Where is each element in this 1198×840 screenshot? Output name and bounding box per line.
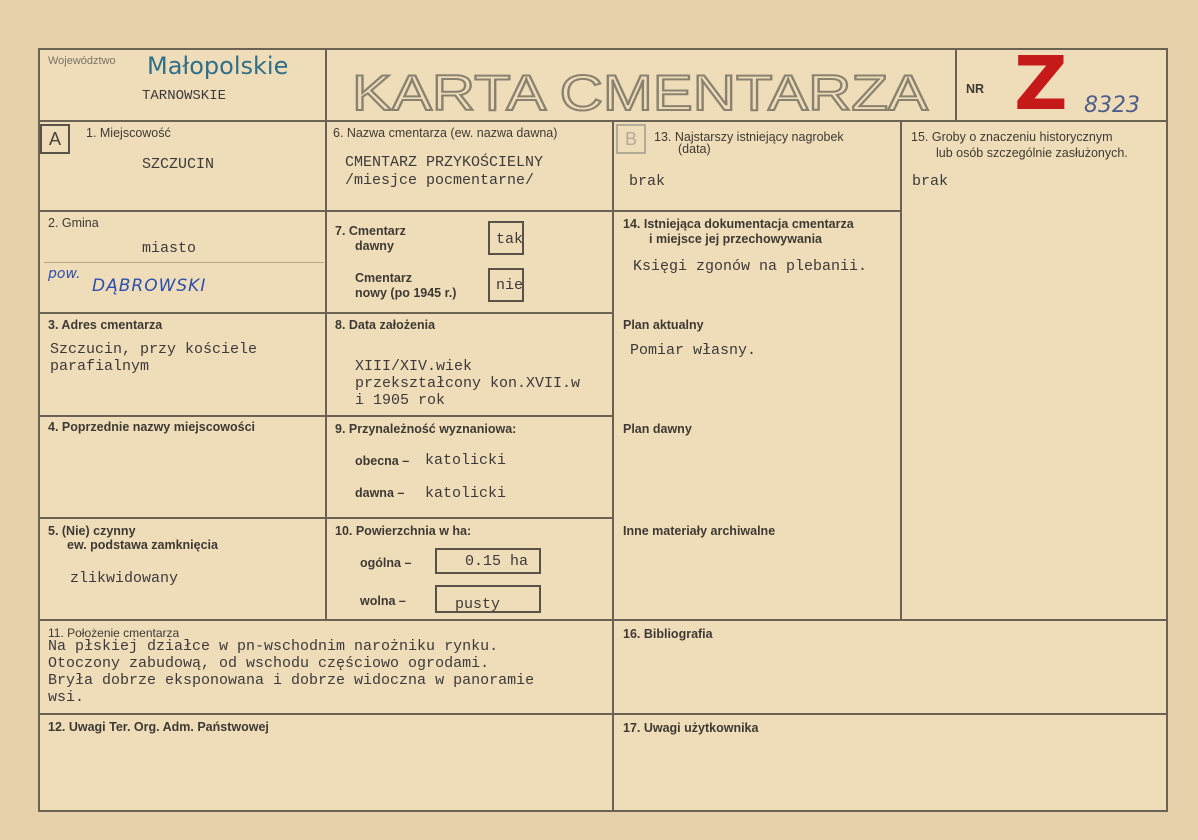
field-1-label: 1. Miejscowość	[86, 126, 171, 140]
archive-label: Inne materiały archiwalne	[623, 524, 776, 538]
field-1-value: SZCZUCIN	[142, 156, 215, 173]
district-value: DĄBROWSKI	[92, 276, 207, 296]
new-cemetery-value: nie	[496, 277, 524, 294]
row-line-3	[38, 415, 614, 417]
title-graphic	[350, 62, 940, 118]
field-11-line3: Bryła dobrze eksponowana i dobrze widoczna w panoramie	[48, 672, 535, 689]
plan-current-label: Plan aktualny	[623, 318, 704, 332]
field-8-value-line3: i 1905 rok	[355, 392, 446, 409]
voivodeship-label: Województwo	[48, 55, 116, 67]
field-8-value-line2: przekształcony kon.XVII.w	[355, 375, 581, 392]
field-10-label: 10. Powierzchnia w ha:	[335, 524, 472, 538]
field-8-value-line1: XIII/XIV.wiek	[355, 358, 473, 375]
area-free-value: pusty	[455, 596, 501, 613]
field-17-label: 17. Uwagi użytkownika	[623, 721, 759, 735]
header-col-line-2	[955, 48, 957, 122]
field-2-value: miasto	[142, 240, 197, 257]
nr-letter: Z	[1014, 41, 1068, 127]
field-3-value-line2: parafialnym	[50, 358, 150, 375]
col-line-2	[612, 120, 614, 812]
field-16-label: 16. Bibliografia	[623, 627, 713, 641]
old-cemetery-value: tak	[496, 231, 524, 248]
region-name: TARNOWSKIE	[142, 88, 227, 104]
field-7-new-sublabel: nowy (po 1945 r.)	[355, 286, 457, 300]
field-7-label: 7. Cmentarz	[335, 224, 406, 238]
nr-label: NR	[966, 82, 985, 96]
row-line-6	[38, 713, 1168, 715]
field-11-label: 11. Położenie cmentarza	[48, 626, 180, 640]
field-3-value-line1: Szczucin, przy kościele	[50, 341, 258, 358]
field-2-label: 2. Gmina	[48, 216, 99, 230]
field-6-label: 6. Nazwa cmentarza (ew. nazwa dawna)	[333, 126, 558, 140]
row-line-2	[38, 312, 614, 314]
field-13-value: brak	[629, 173, 666, 190]
voivodeship-stamp: Małopolskie	[147, 52, 289, 80]
nr-number: 8323	[1084, 93, 1140, 118]
denomination-current-value: katolicki	[425, 452, 507, 469]
field-13-sublabel: (data)	[678, 142, 711, 156]
field-8-label: 8. Data założenia	[335, 318, 436, 332]
row-line-5	[38, 619, 1168, 621]
field-15-sublabel: lub osób szczególnie zasłużonych.	[936, 146, 1128, 160]
denomination-current-label: obecna –	[355, 454, 410, 468]
field-6-value-line1: CMENTARZ PRZYKOŚCIELNY	[345, 154, 544, 171]
field-11-line4: wsi.	[48, 689, 85, 706]
plan-old-label: Plan dawny	[623, 422, 692, 436]
col-line-1	[325, 120, 327, 620]
field-12-label: 12. Uwagi Ter. Org. Adm. Państwowej	[48, 720, 269, 734]
area-total-label: ogólna –	[360, 556, 412, 570]
field-4-label: 4. Poprzednie nazwy miejscowości	[48, 420, 256, 434]
field-5-label: 5. (Nie) czynny	[48, 524, 136, 538]
plan-current-value: Pomiar własny.	[630, 342, 757, 359]
gmina-subline	[44, 262, 324, 263]
field-14-label: 14. Istniejąca dokumentacja cmentarza	[623, 217, 854, 231]
field-15-value: brak	[912, 173, 949, 190]
header-divider	[38, 120, 1168, 122]
field-7-sublabel: dawny	[355, 239, 394, 253]
field-14-sublabel: i miejsce jej przechowywania	[649, 232, 822, 246]
field-7-new-label: Cmentarz	[355, 271, 412, 285]
col-line-3	[900, 120, 902, 620]
field-5-sublabel: ew. podstawa zamknięcia	[67, 538, 218, 552]
denomination-former-value: katolicki	[425, 485, 507, 502]
field-14-value: Księgi zgonów na plebanii.	[633, 258, 868, 275]
field-15-label: 15. Groby o znaczeniu historycznym	[911, 130, 1113, 144]
district-prefix: pow.	[48, 266, 81, 282]
field-11-line1: Na płskiej działce w pn-wschodnim narożniku rynku.	[48, 638, 499, 655]
field-9-label: 9. Przynależność wyznaniowa:	[335, 422, 517, 436]
field-5-value: zlikwidowany	[70, 570, 179, 587]
area-free-label: wolna –	[360, 594, 406, 608]
field-13-label: 13. Najstarszy istniejący nagrobek	[654, 130, 844, 144]
row-line-4	[38, 517, 614, 519]
field-6-value-line2: /miesjce pocmentarne/	[345, 172, 535, 189]
section-a-marker: A	[40, 124, 70, 154]
field-11-line2: Otoczony zabudową, od wschodu częściowo ogrodami.	[48, 655, 490, 672]
page-title: KARTA CMENTARZA	[352, 65, 929, 118]
denomination-former-label: dawna –	[355, 486, 405, 500]
row-line-1	[38, 210, 902, 212]
header-col-line-1	[325, 48, 327, 122]
area-total-value: 0.15 ha	[465, 553, 529, 570]
field-3-label: 3. Adres cmentarza	[48, 318, 163, 332]
section-b-marker: B	[616, 124, 646, 154]
